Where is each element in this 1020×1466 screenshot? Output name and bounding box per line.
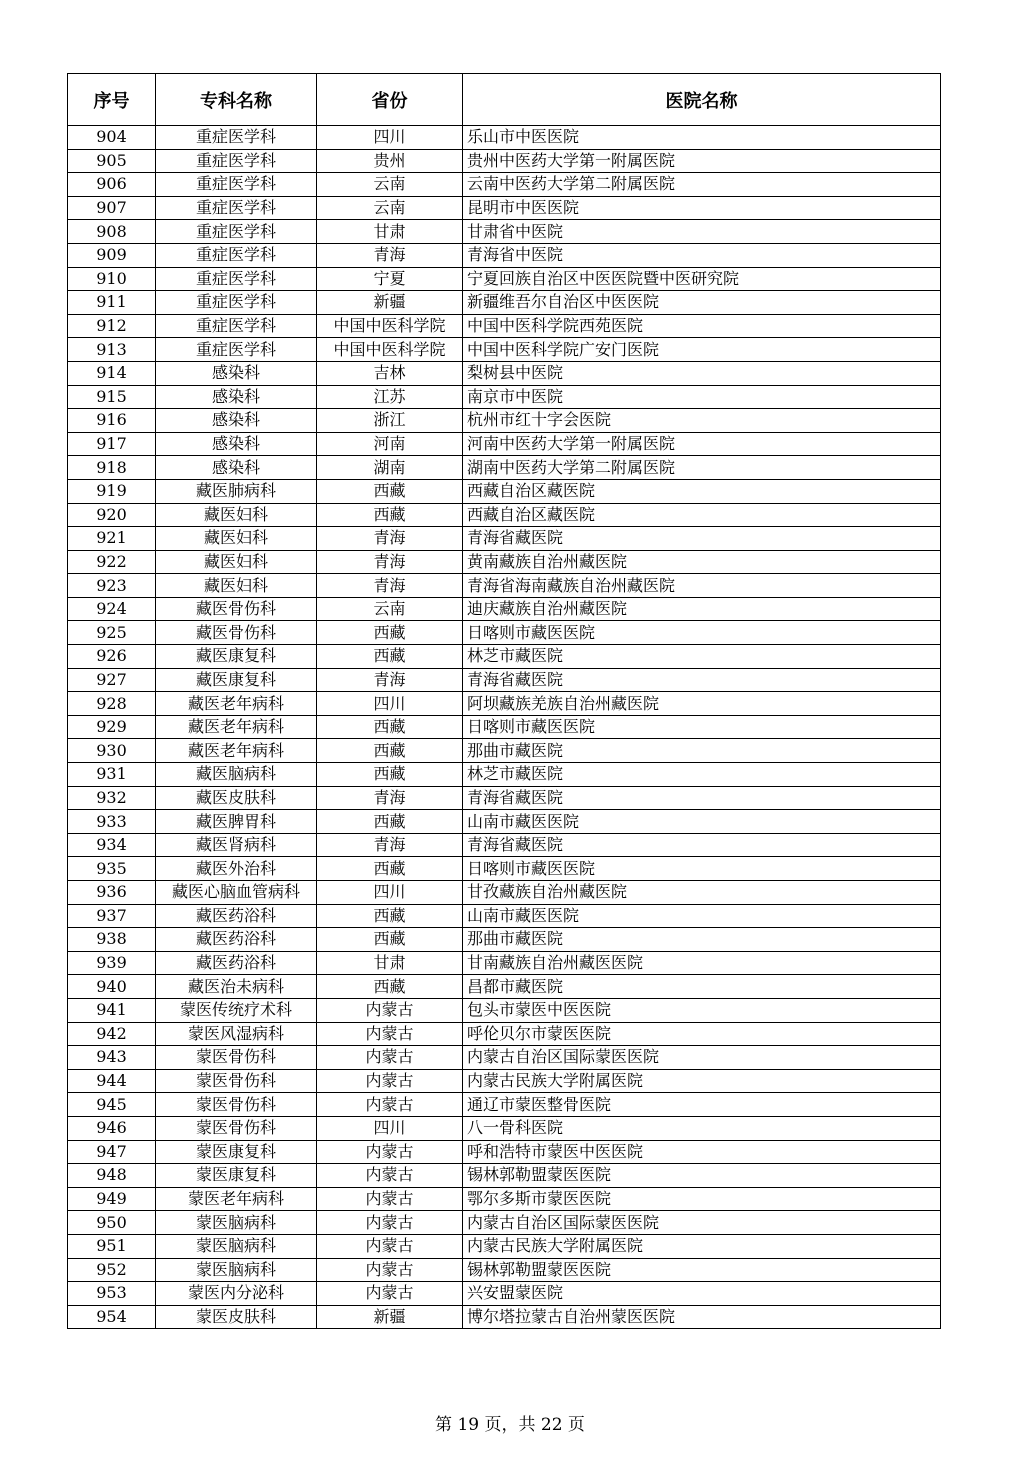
cell-specialty: 蒙医老年病科 xyxy=(156,1187,317,1211)
cell-hospital: 锡林郭勒盟蒙医医院 xyxy=(463,1164,941,1188)
cell-hospital: 青海省藏医院 xyxy=(463,786,941,810)
table-header xyxy=(68,74,941,126)
cell-index: 936 xyxy=(68,881,156,905)
cell-specialty: 重症医学科 xyxy=(156,220,317,244)
table-row xyxy=(68,1140,941,1164)
cell-hospital: 鄂尔多斯市蒙医医院 xyxy=(463,1187,941,1211)
cell-index: 912 xyxy=(68,314,156,338)
cell-province: 西藏 xyxy=(317,857,463,881)
cell-hospital: 那曲市藏医院 xyxy=(463,928,941,952)
cell-province: 四川 xyxy=(317,1116,463,1140)
cell-province: 西藏 xyxy=(317,479,463,503)
cell-province: 内蒙古 xyxy=(317,998,463,1022)
cell-index: 950 xyxy=(68,1211,156,1235)
cell-index: 927 xyxy=(68,668,156,692)
cell-hospital: 中国中医科学院西苑医院 xyxy=(463,314,941,338)
cell-specialty: 重症医学科 xyxy=(156,173,317,197)
cell-hospital: 西藏自治区藏医院 xyxy=(463,479,941,503)
cell-index: 943 xyxy=(68,1046,156,1070)
table-row xyxy=(68,951,941,975)
cell-index: 951 xyxy=(68,1234,156,1258)
cell-province: 内蒙古 xyxy=(317,1069,463,1093)
header-row xyxy=(68,74,941,126)
cell-province: 内蒙古 xyxy=(317,1282,463,1306)
cell-hospital: 日喀则市藏医医院 xyxy=(463,621,941,645)
cell-specialty: 蒙医康复科 xyxy=(156,1164,317,1188)
cell-province: 西藏 xyxy=(317,739,463,763)
table-row xyxy=(68,149,941,173)
table-row xyxy=(68,1164,941,1188)
cell-province: 青海 xyxy=(317,668,463,692)
cell-province: 内蒙古 xyxy=(317,1187,463,1211)
cell-index: 906 xyxy=(68,173,156,197)
cell-province: 西藏 xyxy=(317,928,463,952)
cell-hospital: 那曲市藏医院 xyxy=(463,739,941,763)
cell-hospital: 云南中医药大学第二附属医院 xyxy=(463,173,941,197)
cell-province: 江苏 xyxy=(317,385,463,409)
cell-hospital: 林芝市藏医院 xyxy=(463,763,941,787)
cell-specialty: 重症医学科 xyxy=(156,314,317,338)
cell-province: 河南 xyxy=(317,432,463,456)
cell-specialty: 藏医肾病科 xyxy=(156,833,317,857)
cell-specialty: 藏医康复科 xyxy=(156,668,317,692)
cell-specialty: 蒙医骨伤科 xyxy=(156,1116,317,1140)
cell-index: 939 xyxy=(68,951,156,975)
cell-specialty: 重症医学科 xyxy=(156,196,317,220)
cell-specialty: 藏医肺病科 xyxy=(156,479,317,503)
cell-index: 915 xyxy=(68,385,156,409)
cell-specialty: 藏医老年病科 xyxy=(156,715,317,739)
table-row xyxy=(68,1187,941,1211)
cell-hospital: 内蒙古自治区国际蒙医医院 xyxy=(463,1046,941,1070)
cell-index: 954 xyxy=(68,1305,156,1329)
table-row xyxy=(68,409,941,433)
cell-hospital: 青海省藏医院 xyxy=(463,833,941,857)
table-row xyxy=(68,597,941,621)
cell-index: 924 xyxy=(68,597,156,621)
table-row xyxy=(68,763,941,787)
cell-specialty: 藏医妇科 xyxy=(156,574,317,598)
table-row xyxy=(68,291,941,315)
cell-specialty: 藏医脾胃科 xyxy=(156,810,317,834)
cell-hospital: 内蒙古民族大学附属医院 xyxy=(463,1234,941,1258)
cell-specialty: 感染科 xyxy=(156,361,317,385)
cell-province: 内蒙古 xyxy=(317,1093,463,1117)
cell-specialty: 藏医康复科 xyxy=(156,645,317,669)
cell-specialty: 蒙医骨伤科 xyxy=(156,1093,317,1117)
cell-specialty: 蒙医皮肤科 xyxy=(156,1305,317,1329)
cell-index: 948 xyxy=(68,1164,156,1188)
cell-specialty: 蒙医脑病科 xyxy=(156,1258,317,1282)
cell-province: 内蒙古 xyxy=(317,1211,463,1235)
cell-specialty: 藏医妇科 xyxy=(156,503,317,527)
cell-province: 内蒙古 xyxy=(317,1258,463,1282)
table-row xyxy=(68,479,941,503)
cell-province: 青海 xyxy=(317,574,463,598)
cell-hospital: 青海省海南藏族自治州藏医院 xyxy=(463,574,941,598)
cell-hospital: 甘南藏族自治州藏医医院 xyxy=(463,951,941,975)
cell-specialty: 藏医心脑血管病科 xyxy=(156,881,317,905)
table-row xyxy=(68,550,941,574)
cell-specialty: 蒙医骨伤科 xyxy=(156,1069,317,1093)
cell-index: 911 xyxy=(68,291,156,315)
cell-index: 942 xyxy=(68,1022,156,1046)
cell-specialty: 蒙医脑病科 xyxy=(156,1234,317,1258)
cell-specialty: 蒙医风湿病科 xyxy=(156,1022,317,1046)
table-row xyxy=(68,668,941,692)
cell-province: 湖南 xyxy=(317,456,463,480)
cell-index: 935 xyxy=(68,857,156,881)
cell-specialty: 藏医皮肤科 xyxy=(156,786,317,810)
table-row xyxy=(68,1093,941,1117)
cell-province: 西藏 xyxy=(317,904,463,928)
cell-specialty: 藏医治未病科 xyxy=(156,975,317,999)
cell-index: 928 xyxy=(68,692,156,716)
cell-specialty: 藏医外治科 xyxy=(156,857,317,881)
cell-specialty: 藏医脑病科 xyxy=(156,763,317,787)
table-row xyxy=(68,1211,941,1235)
cell-province: 西藏 xyxy=(317,810,463,834)
cell-province: 青海 xyxy=(317,550,463,574)
table-row xyxy=(68,786,941,810)
table-row xyxy=(68,928,941,952)
cell-province: 西藏 xyxy=(317,645,463,669)
cell-specialty: 蒙医脑病科 xyxy=(156,1211,317,1235)
cell-province: 云南 xyxy=(317,196,463,220)
cell-hospital: 南京市中医院 xyxy=(463,385,941,409)
cell-index: 917 xyxy=(68,432,156,456)
cell-specialty: 蒙医康复科 xyxy=(156,1140,317,1164)
cell-index: 907 xyxy=(68,196,156,220)
cell-hospital: 昌都市藏医院 xyxy=(463,975,941,999)
cell-index: 953 xyxy=(68,1282,156,1306)
table-row xyxy=(68,645,941,669)
cell-index: 930 xyxy=(68,739,156,763)
cell-hospital: 八一骨科医院 xyxy=(463,1116,941,1140)
cell-index: 946 xyxy=(68,1116,156,1140)
cell-index: 949 xyxy=(68,1187,156,1211)
table-row xyxy=(68,833,941,857)
hospital-specialty-table xyxy=(67,73,941,1329)
cell-province: 新疆 xyxy=(317,1305,463,1329)
cell-province: 云南 xyxy=(317,173,463,197)
cell-province: 吉林 xyxy=(317,361,463,385)
cell-province: 青海 xyxy=(317,527,463,551)
cell-specialty: 感染科 xyxy=(156,456,317,480)
cell-hospital: 湖南中医药大学第二附属医院 xyxy=(463,456,941,480)
cell-hospital: 西藏自治区藏医院 xyxy=(463,503,941,527)
cell-hospital: 日喀则市藏医医院 xyxy=(463,715,941,739)
cell-hospital: 新疆维吾尔自治区中医医院 xyxy=(463,291,941,315)
table-row xyxy=(68,881,941,905)
cell-province: 甘肃 xyxy=(317,220,463,244)
cell-hospital: 中国中医科学院广安门医院 xyxy=(463,338,941,362)
cell-province: 浙江 xyxy=(317,409,463,433)
cell-specialty: 藏医药浴科 xyxy=(156,951,317,975)
cell-index: 932 xyxy=(68,786,156,810)
cell-hospital: 锡林郭勒盟蒙医医院 xyxy=(463,1258,941,1282)
cell-index: 921 xyxy=(68,527,156,551)
cell-province: 青海 xyxy=(317,786,463,810)
cell-province: 中国中医科学院 xyxy=(317,338,463,362)
table-row xyxy=(68,432,941,456)
cell-hospital: 杭州市红十字会医院 xyxy=(463,409,941,433)
cell-hospital: 呼和浩特市蒙医中医医院 xyxy=(463,1140,941,1164)
cell-province: 内蒙古 xyxy=(317,1046,463,1070)
table-row xyxy=(68,243,941,267)
cell-index: 926 xyxy=(68,645,156,669)
cell-index: 908 xyxy=(68,220,156,244)
header-index: 序号 xyxy=(68,74,156,126)
cell-hospital: 贵州中医药大学第一附属医院 xyxy=(463,149,941,173)
table-row xyxy=(68,998,941,1022)
cell-specialty: 重症医学科 xyxy=(156,149,317,173)
cell-specialty: 重症医学科 xyxy=(156,243,317,267)
cell-specialty: 藏医老年病科 xyxy=(156,739,317,763)
cell-hospital: 迪庆藏族自治州藏医院 xyxy=(463,597,941,621)
cell-hospital: 梨树县中医院 xyxy=(463,361,941,385)
cell-province: 中国中医科学院 xyxy=(317,314,463,338)
cell-specialty: 藏医老年病科 xyxy=(156,692,317,716)
cell-index: 919 xyxy=(68,479,156,503)
cell-index: 937 xyxy=(68,904,156,928)
cell-specialty: 蒙医传统疗术科 xyxy=(156,998,317,1022)
cell-index: 941 xyxy=(68,998,156,1022)
cell-index: 910 xyxy=(68,267,156,291)
cell-province: 四川 xyxy=(317,692,463,716)
cell-province: 云南 xyxy=(317,597,463,621)
cell-province: 青海 xyxy=(317,243,463,267)
table-row xyxy=(68,739,941,763)
table-row xyxy=(68,715,941,739)
table-row xyxy=(68,1305,941,1329)
table-row xyxy=(68,314,941,338)
cell-index: 909 xyxy=(68,243,156,267)
table-row xyxy=(68,527,941,551)
cell-specialty: 藏医妇科 xyxy=(156,527,317,551)
cell-province: 四川 xyxy=(317,881,463,905)
table-row xyxy=(68,692,941,716)
cell-hospital: 河南中医药大学第一附属医院 xyxy=(463,432,941,456)
cell-index: 904 xyxy=(68,126,156,150)
cell-index: 944 xyxy=(68,1069,156,1093)
table-row xyxy=(68,267,941,291)
cell-province: 内蒙古 xyxy=(317,1140,463,1164)
cell-province: 内蒙古 xyxy=(317,1022,463,1046)
table-row xyxy=(68,126,941,150)
cell-index: 952 xyxy=(68,1258,156,1282)
cell-province: 新疆 xyxy=(317,291,463,315)
cell-hospital: 甘孜藏族自治州藏医院 xyxy=(463,881,941,905)
cell-specialty: 感染科 xyxy=(156,409,317,433)
cell-index: 922 xyxy=(68,550,156,574)
cell-index: 918 xyxy=(68,456,156,480)
cell-index: 914 xyxy=(68,361,156,385)
cell-hospital: 山南市藏医医院 xyxy=(463,904,941,928)
cell-specialty: 感染科 xyxy=(156,432,317,456)
cell-province: 西藏 xyxy=(317,975,463,999)
cell-province: 四川 xyxy=(317,126,463,150)
cell-index: 916 xyxy=(68,409,156,433)
table-row xyxy=(68,456,941,480)
cell-hospital: 日喀则市藏医医院 xyxy=(463,857,941,881)
table-row xyxy=(68,904,941,928)
cell-index: 934 xyxy=(68,833,156,857)
cell-specialty: 藏医骨伤科 xyxy=(156,597,317,621)
cell-hospital: 阿坝藏族羌族自治州藏医院 xyxy=(463,692,941,716)
table-row xyxy=(68,1022,941,1046)
cell-hospital: 青海省藏医院 xyxy=(463,527,941,551)
cell-index: 938 xyxy=(68,928,156,952)
cell-hospital: 博尔塔拉蒙古自治州蒙医医院 xyxy=(463,1305,941,1329)
table-body xyxy=(68,126,941,1329)
cell-index: 947 xyxy=(68,1140,156,1164)
cell-index: 913 xyxy=(68,338,156,362)
table-row xyxy=(68,975,941,999)
cell-index: 933 xyxy=(68,810,156,834)
cell-hospital: 林芝市藏医院 xyxy=(463,645,941,669)
cell-specialty: 重症医学科 xyxy=(156,126,317,150)
cell-hospital: 宁夏回族自治区中医医院暨中医研究院 xyxy=(463,267,941,291)
cell-specialty: 藏医骨伤科 xyxy=(156,621,317,645)
cell-hospital: 乐山市中医医院 xyxy=(463,126,941,150)
cell-hospital: 黄南藏族自治州藏医院 xyxy=(463,550,941,574)
header-specialty: 专科名称 xyxy=(156,74,317,126)
table-row xyxy=(68,621,941,645)
cell-specialty: 蒙医骨伤科 xyxy=(156,1046,317,1070)
table-row xyxy=(68,1116,941,1140)
cell-specialty: 重症医学科 xyxy=(156,338,317,362)
cell-hospital: 内蒙古民族大学附属医院 xyxy=(463,1069,941,1093)
table-row xyxy=(68,1069,941,1093)
table-row xyxy=(68,220,941,244)
table-row xyxy=(68,1258,941,1282)
cell-index: 940 xyxy=(68,975,156,999)
cell-index: 920 xyxy=(68,503,156,527)
cell-index: 929 xyxy=(68,715,156,739)
cell-specialty: 感染科 xyxy=(156,385,317,409)
cell-province: 西藏 xyxy=(317,763,463,787)
cell-specialty: 藏医药浴科 xyxy=(156,928,317,952)
cell-hospital: 呼伦贝尔市蒙医医院 xyxy=(463,1022,941,1046)
cell-province: 内蒙古 xyxy=(317,1234,463,1258)
table-row xyxy=(68,1282,941,1306)
cell-index: 945 xyxy=(68,1093,156,1117)
cell-province: 内蒙古 xyxy=(317,1164,463,1188)
table-row xyxy=(68,503,941,527)
cell-province: 西藏 xyxy=(317,621,463,645)
table-row xyxy=(68,338,941,362)
cell-hospital: 内蒙古自治区国际蒙医医院 xyxy=(463,1211,941,1235)
cell-province: 青海 xyxy=(317,833,463,857)
cell-specialty: 重症医学科 xyxy=(156,267,317,291)
cell-index: 923 xyxy=(68,574,156,598)
cell-hospital: 青海省藏医院 xyxy=(463,668,941,692)
cell-province: 甘肃 xyxy=(317,951,463,975)
cell-hospital: 兴安盟蒙医院 xyxy=(463,1282,941,1306)
table-row xyxy=(68,1046,941,1070)
table-row xyxy=(68,173,941,197)
table-row xyxy=(68,385,941,409)
cell-province: 宁夏 xyxy=(317,267,463,291)
cell-specialty: 藏医药浴科 xyxy=(156,904,317,928)
table-row xyxy=(68,361,941,385)
cell-hospital: 通辽市蒙医整骨医院 xyxy=(463,1093,941,1117)
cell-index: 931 xyxy=(68,763,156,787)
header-hospital: 医院名称 xyxy=(463,74,941,126)
cell-hospital: 甘肃省中医院 xyxy=(463,220,941,244)
cell-specialty: 藏医妇科 xyxy=(156,550,317,574)
cell-province: 贵州 xyxy=(317,149,463,173)
cell-index: 905 xyxy=(68,149,156,173)
header-province: 省份 xyxy=(317,74,463,126)
cell-hospital: 山南市藏医医院 xyxy=(463,810,941,834)
cell-specialty: 重症医学科 xyxy=(156,291,317,315)
table-row xyxy=(68,857,941,881)
page-number: 第 19 页，共 22 页 xyxy=(435,1415,585,1435)
table-row xyxy=(68,810,941,834)
cell-province: 西藏 xyxy=(317,715,463,739)
cell-hospital: 昆明市中医医院 xyxy=(463,196,941,220)
cell-index: 925 xyxy=(68,621,156,645)
table-row xyxy=(68,574,941,598)
cell-province: 西藏 xyxy=(317,503,463,527)
cell-specialty: 蒙医内分泌科 xyxy=(156,1282,317,1306)
table-row xyxy=(68,1234,941,1258)
table-row xyxy=(68,196,941,220)
cell-hospital: 包头市蒙医中医医院 xyxy=(463,998,941,1022)
cell-hospital: 青海省中医院 xyxy=(463,243,941,267)
